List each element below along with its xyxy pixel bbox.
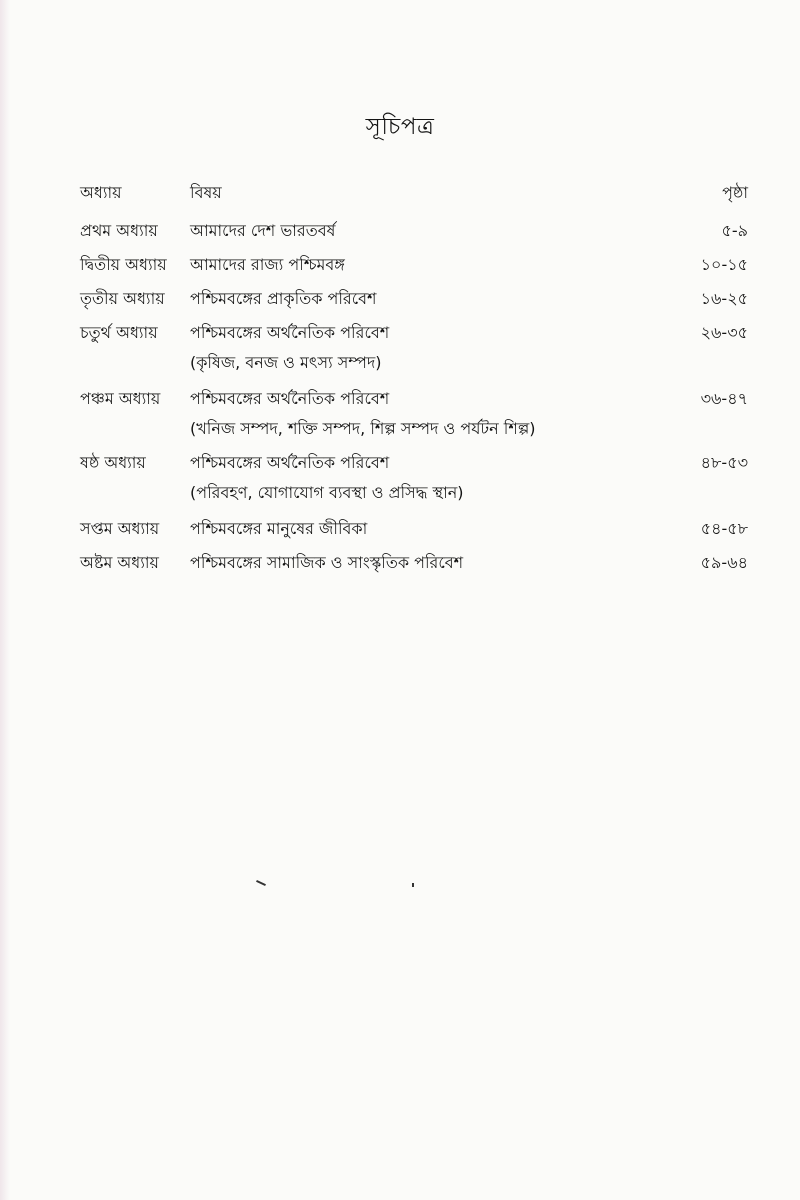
entry-pages: ৩৬-৪৭ bbox=[700, 389, 748, 408]
entry-topic: পশ্চিমবঙ্গের মানুষের জীবিকা bbox=[190, 519, 368, 538]
header-page: পৃষ্ঠা bbox=[722, 183, 748, 202]
entry-subtopic: (কৃষিজ, বনজ ও মৎস্য সম্পদ) bbox=[190, 353, 382, 372]
entry-pages: ৫৯-৬৪ bbox=[700, 553, 748, 572]
entry-pages: ১০-১৫ bbox=[700, 255, 748, 274]
entry-chapter: দ্বিতীয় অধ্যায় bbox=[80, 255, 167, 274]
header-topic: বিষয় bbox=[190, 183, 222, 202]
entry-chapter: অষ্টম অধ্যায় bbox=[80, 553, 159, 572]
scan-speck bbox=[412, 883, 414, 887]
entry-topic: পশ্চিমবঙ্গের অর্থনৈতিক পরিবেশ bbox=[190, 323, 390, 342]
entry-chapter: পঞ্চম অধ্যায় bbox=[80, 389, 161, 408]
entry-chapter: সপ্তম অধ্যায় bbox=[80, 519, 160, 538]
entry-pages: ২৬-৩৫ bbox=[700, 323, 748, 342]
toc-header-row bbox=[0, 180, 800, 206]
entry-pages: ১৬-২৫ bbox=[700, 289, 748, 308]
entry-topic: আমাদের দেশ ভারতবর্ষ bbox=[190, 221, 336, 240]
entry-topic: পশ্চিমবঙ্গের প্রাকৃতিক পরিবেশ bbox=[190, 289, 377, 308]
entry-chapter: প্রথম অধ্যায় bbox=[80, 221, 158, 240]
entry-pages: ৫-৯ bbox=[721, 221, 748, 240]
entry-chapter: ষষ্ঠ অধ্যায় bbox=[80, 453, 146, 472]
entry-pages: ৫৪-৫৮ bbox=[700, 519, 748, 538]
entry-topic: পশ্চিমবঙ্গের অর্থনৈতিক পরিবেশ bbox=[190, 389, 390, 408]
entry-topic: পশ্চিমবঙ্গের সামাজিক ও সাংস্কৃতিক পরিবেশ bbox=[190, 553, 464, 572]
entry-pages: ৪৮-৫৩ bbox=[700, 453, 748, 472]
entry-topic: পশ্চিমবঙ্গের অর্থনৈতিক পরিবেশ bbox=[190, 453, 390, 472]
page-title: সূচিপত্র bbox=[365, 114, 435, 140]
entry-subtopic: (পরিবহণ, যোগাযোগ ব্যবস্থা ও প্রসিদ্ধ স্থান) bbox=[190, 483, 464, 502]
entry-topic: আমাদের রাজ্য পশ্চিমবঙ্গ bbox=[190, 255, 345, 274]
header-chapter: অধ্যায় bbox=[80, 183, 122, 202]
entry-subtopic: (খনিজ সম্পদ, শক্তি সম্পদ, শিল্প সম্পদ ও পর্যটন শিল্প) bbox=[190, 419, 536, 438]
entry-chapter: তৃতীয় অধ্যায় bbox=[80, 289, 165, 308]
scan-speck bbox=[256, 880, 266, 886]
entry-chapter: চতুর্থ অধ্যায় bbox=[80, 323, 158, 342]
